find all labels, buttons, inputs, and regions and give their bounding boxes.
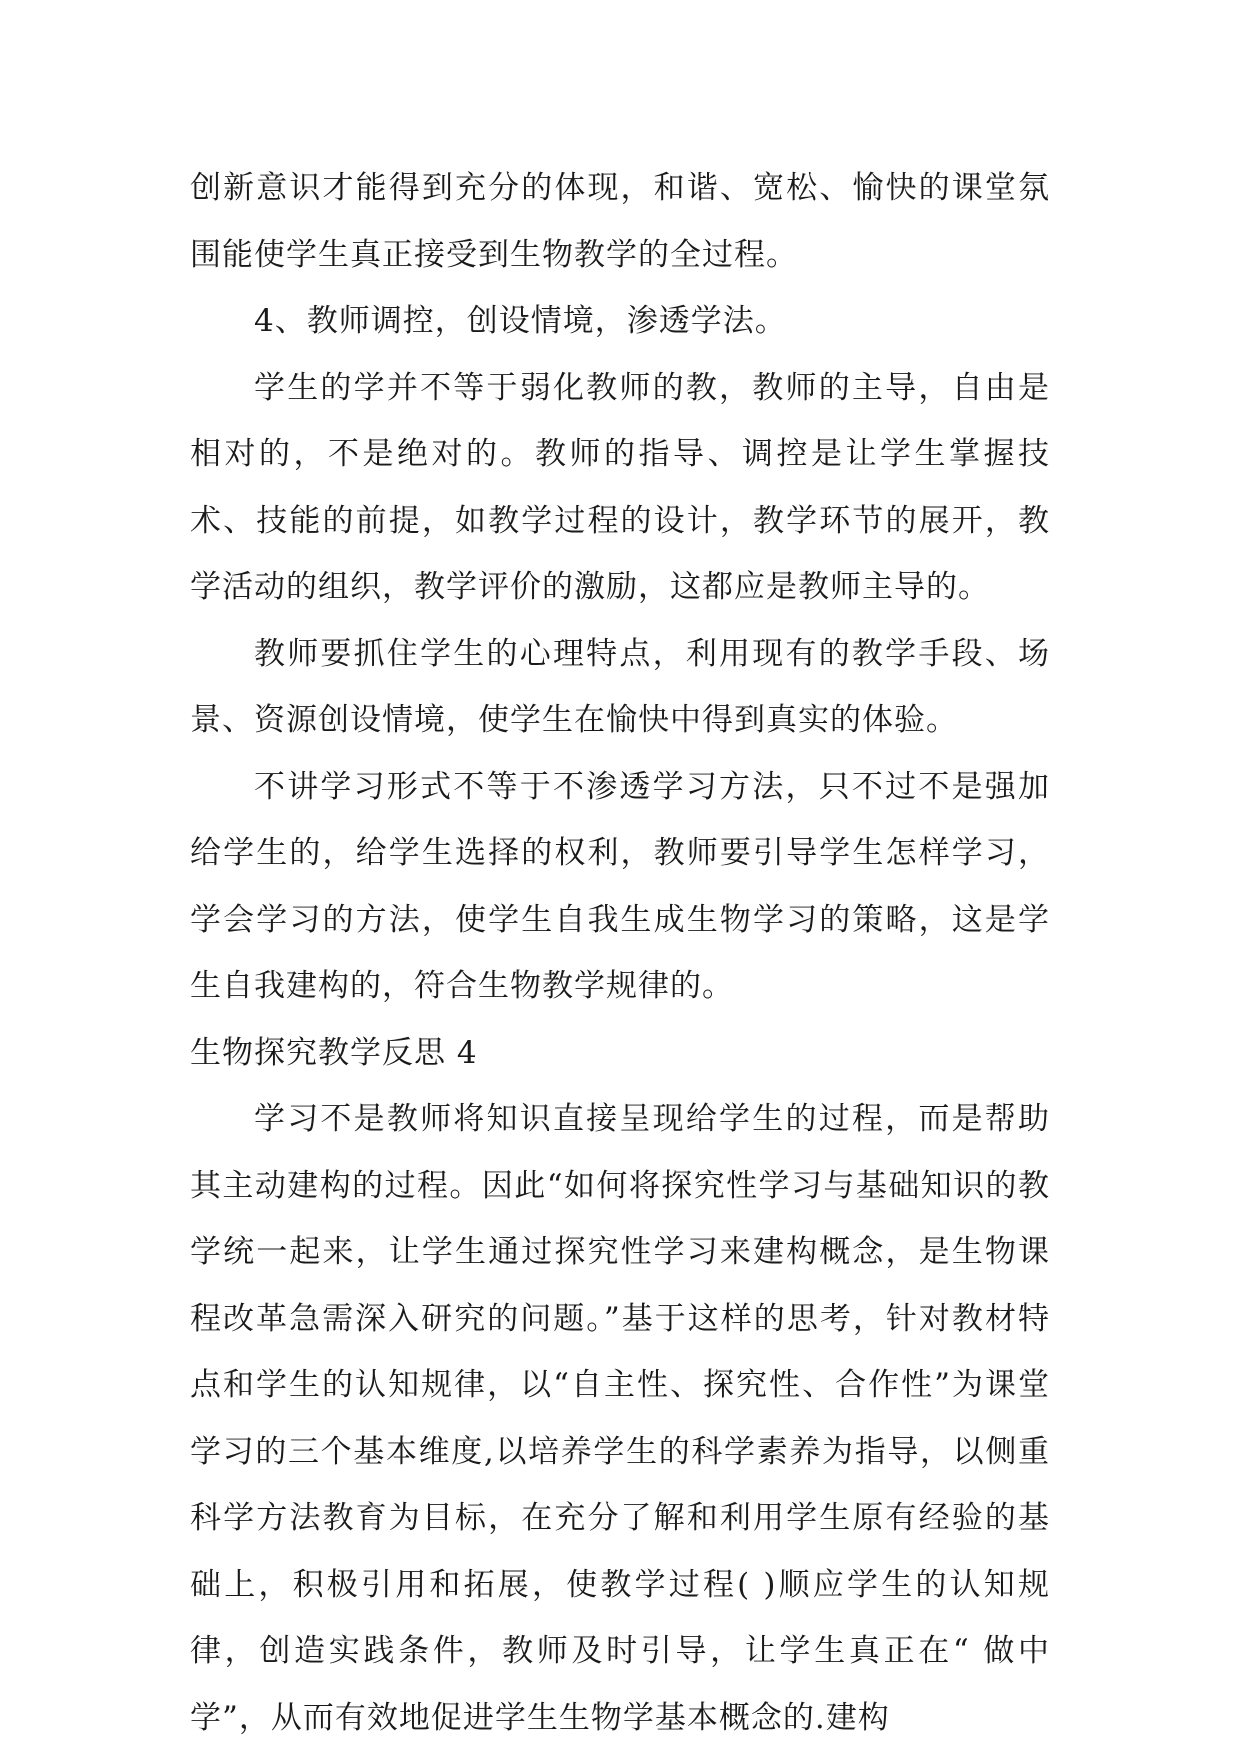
paragraph-inquiry-learning: 学习不是教师将知识直接呈现给学生的过程，而是帮助其主动建构的过程。因此“如何将探究性学习与基础知识的教学统一起来，让学生通过探究性学习来建构概念，是生物课程改革急需深入研究的问题。”基于这样的思考，针对教材特点和学生的认知规律，以“自主性、探究性、合作性”为课堂学习的三个基本维度,以培养学生的科学素养为指导，以侧重科学方法教育为目标，在充分了解和利用学生原有经验的基础上，积极引用和拓展，使教学过程( )顺应学生的认知规律，创造实践条件，教师及时引导，让学生真正在“ 做中学”，从而有效地促进学生生物学基本概念的.建构 [190,1101,1050,1736]
paragraph-section-4-title: 4、教师调控，创设情境，渗透学法。 [254,303,787,339]
document-body [190,155,1050,1751]
paragraph-create-situation: 教师要抓住学生的心理特点，利用现有的教学手段、场景、资源创设情境，使学生在愉快中得到真实的体验。 [190,635,1050,738]
paragraph-continuation: 创新意识才能得到充分的体现，和谐、宽松、愉快的课堂氛围能使学生真正接受到生物教学的全过程。 [190,170,1050,273]
paragraph-learning-methods: 不讲学习形式不等于不渗透学习方法，只不过不是强加给学生的，给学生选择的权利，教师要引导学生怎样学习，学会学习的方法，使学生自我生成生物学习的策略，这是学生自我建构的，符合生物教学规律的。 [190,768,1050,1004]
paragraph-teacher-guidance: 学生的学并不等于弱化教师的教，教师的主导，自由是相对的，不是绝对的。教师的指导、调控是让学生掌握技术、技能的前提，如教学过程的设计，教学环节的展开，教学活动的组织，教学评价的激励，这都应是教师主导的。 [190,369,1050,605]
section-heading: 生物探究教学反思 4 [190,1034,478,1071]
